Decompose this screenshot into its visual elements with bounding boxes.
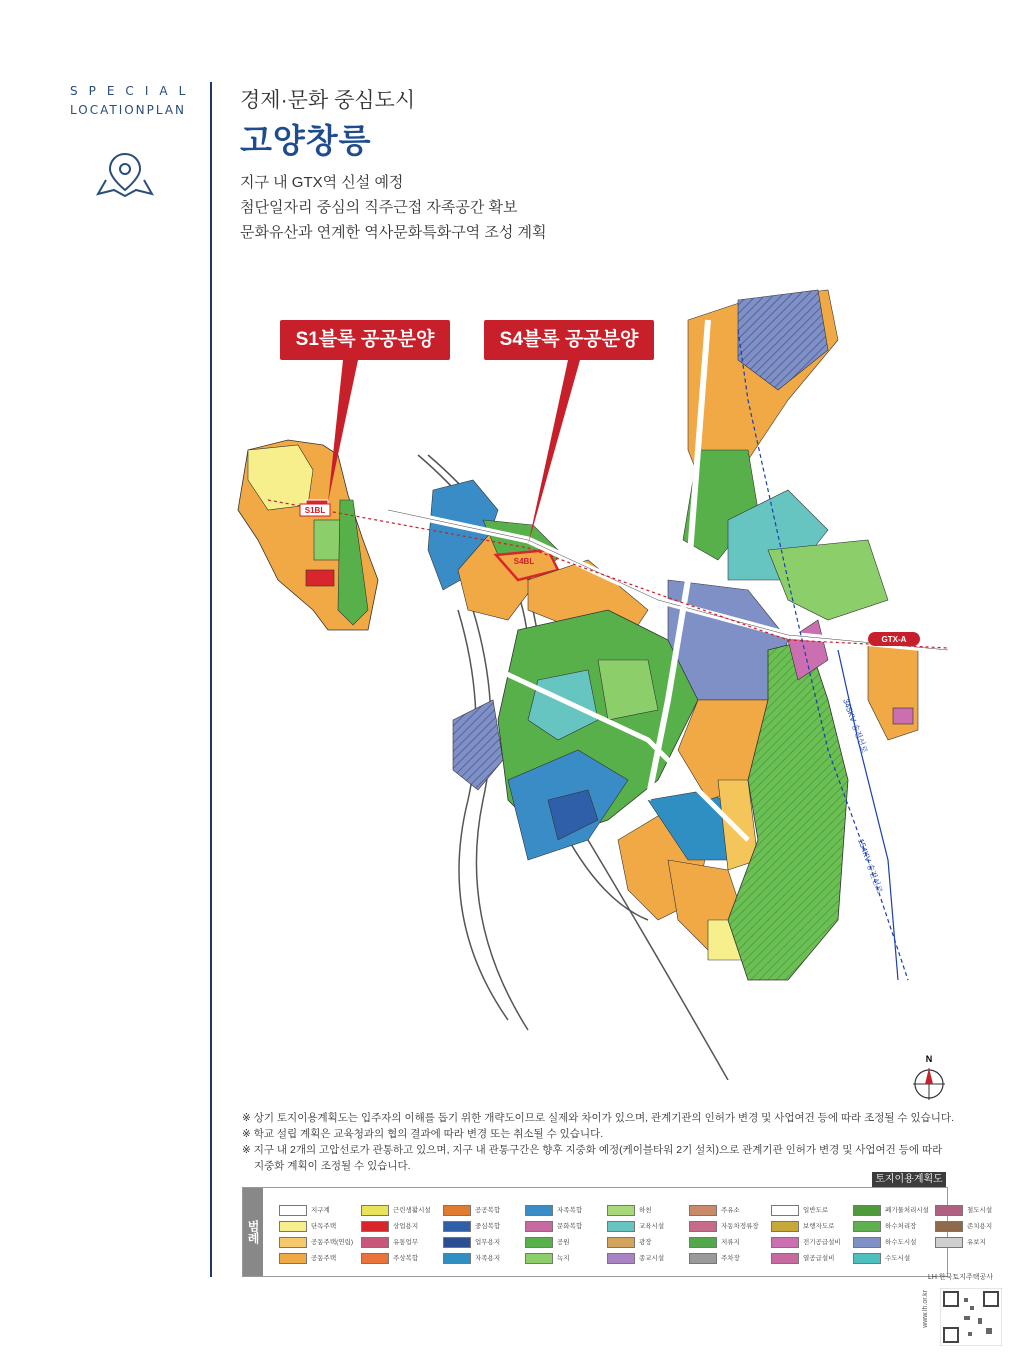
legend-swatch (771, 1205, 799, 1216)
qr-code (940, 1288, 1002, 1346)
description-line: 문화유산과 연계한 역사문화특화구역 조성 계획 (240, 224, 547, 241)
page-title: 고양창릉 (240, 122, 372, 159)
legend-label: 공공복합 (475, 1207, 501, 1214)
power-line-154-label: 154KV 송전선로 (856, 837, 885, 895)
note-line: ※ 상기 토지이용계획도는 입주자의 이해를 돕기 위한 개략도이므로 실제와 차이가 있으며, 관계기관의 인허가 변경 및 사업여건 등에 따라 조정될 수 있습니다. (242, 1112, 954, 1124)
legend-swatch (525, 1253, 553, 1264)
legend-label: 종교시설 (639, 1255, 665, 1262)
legend-swatch (525, 1221, 553, 1232)
power-line-345-label: 345KV 송전선로 (841, 697, 870, 755)
description-line: 첨단일자리 중심의 직주근접 자족공간 확보 (240, 199, 518, 216)
divider-line (210, 82, 212, 1277)
legend-swatch (607, 1237, 635, 1248)
legend-swatch (443, 1237, 471, 1248)
description (240, 170, 546, 245)
legend-label: 보행자도로 (803, 1223, 835, 1230)
legend-label: 철도시설 (967, 1207, 993, 1214)
notes (242, 1110, 962, 1174)
note-line: ※ 지구 내 2개의 고압선로가 관통하고 있으며, 지구 내 관통구간은 향후 지중화 예정(케이블타워 2기 설치)으로 관계기관 인허가 변경 및 사업여건 등에 따라 (242, 1144, 943, 1156)
legend-swatch (607, 1221, 635, 1232)
s4-callout: S4블록 공공분양 (484, 320, 654, 360)
note-line: ※ 학교 설립 계획은 교육청과의 협의 결과에 따라 변경 또는 취소될 수 있습니다. (242, 1128, 604, 1140)
legend-label: 업무용지 (475, 1239, 501, 1246)
page-subtitle: 경제·문화 중심도시 (240, 89, 416, 112)
legend-title: 범례 (243, 1188, 263, 1276)
legend-label: 주차장 (721, 1255, 740, 1262)
s1-callout: S1블록 공공분양 (280, 320, 450, 360)
section-label-line2: LOCATIONPLAN (70, 103, 187, 117)
legend-label: 녹지 (557, 1255, 570, 1262)
note-line: 지중화 계획이 조정될 수 있습니다. (254, 1160, 411, 1172)
legend-swatch (279, 1253, 307, 1264)
legend-swatch (443, 1205, 471, 1216)
legend-label: 수도시설 (885, 1255, 911, 1262)
legend-swatch (607, 1205, 635, 1216)
land-use-map (228, 280, 958, 1080)
compass-icon (912, 1052, 946, 1102)
legend-swatch (607, 1253, 635, 1264)
map-pin-icon (96, 150, 154, 198)
legend-swatch (771, 1221, 799, 1232)
lh-logo: LH 한국토지주택공사 (928, 1274, 993, 1281)
legend-label: 자족용지 (475, 1255, 501, 1262)
legend-label: 공동주택 (311, 1255, 337, 1262)
s4-block-label: S4BL (513, 557, 535, 566)
legend-label: 존치용지 (967, 1223, 993, 1230)
legend-swatch (935, 1205, 963, 1216)
legend-swatch (771, 1237, 799, 1248)
lh-url: www.lh.or.kr (922, 1290, 929, 1328)
legend-swatch (689, 1253, 717, 1264)
legend-swatch (443, 1221, 471, 1232)
legend-label: 광장 (639, 1239, 652, 1246)
legend-label: 하천 (639, 1207, 652, 1214)
legend-swatch (689, 1237, 717, 1248)
legend-swatch (361, 1221, 389, 1232)
legend-label: 폐기물처리시설 (885, 1207, 929, 1214)
section-label-line1: SPECIAL (70, 84, 197, 98)
legend-label: 교육시설 (639, 1223, 665, 1230)
legend-label: 일반도로 (803, 1207, 829, 1214)
legend (242, 1187, 993, 1277)
legend-swatch (361, 1237, 389, 1248)
compass-north-label: N (925, 1054, 933, 1064)
gtx-label: GTX-A (881, 635, 907, 644)
legend-label: 근린생활시설 (393, 1207, 431, 1214)
legend-label: 상업용지 (393, 1223, 419, 1230)
legend-label: 유통업무 (393, 1239, 419, 1246)
legend-swatch (279, 1205, 307, 1216)
legend-label: 중심복합 (475, 1223, 501, 1230)
description-line: 지구 내 GTX역 신설 예정 (240, 174, 404, 191)
legend-label: 주상복합 (393, 1255, 419, 1262)
land-use-map-svg (228, 280, 958, 1080)
legend-label: 하수처리장 (885, 1223, 917, 1230)
legend-label: 자동차정류장 (721, 1223, 759, 1230)
legend-swatch (361, 1253, 389, 1264)
legend-swatch (935, 1237, 963, 1248)
legend-label: 공동주택(연립) (311, 1239, 354, 1246)
legend-label: 하수도시설 (885, 1239, 917, 1246)
legend-label: 자족복합 (557, 1207, 583, 1214)
legend-label: 문화복합 (557, 1223, 583, 1230)
legend-swatch (853, 1205, 881, 1216)
legend-swatch (853, 1221, 881, 1232)
legend-swatch (525, 1237, 553, 1248)
legend-swatch (853, 1253, 881, 1264)
legend-label: 단독주택 (311, 1223, 337, 1230)
legend-label: 저류지 (721, 1239, 740, 1246)
legend-label: 공원 (557, 1239, 570, 1246)
legend-swatch (279, 1237, 307, 1248)
legend-label: 지구계 (311, 1207, 330, 1214)
map-type-tag: 토지이용계획도 (872, 1172, 946, 1188)
legend-label: 열공급설비 (803, 1255, 835, 1262)
legend-swatch (279, 1221, 307, 1232)
legend-swatch (689, 1205, 717, 1216)
legend-swatch (935, 1221, 963, 1232)
legend-swatch (525, 1205, 553, 1216)
legend-swatch (771, 1253, 799, 1264)
legend-label: 전기공급설비 (803, 1239, 841, 1246)
legend-swatch (853, 1237, 881, 1248)
legend-swatch (689, 1221, 717, 1232)
legend-label: 유보지 (967, 1239, 986, 1246)
legend-swatch (443, 1253, 471, 1264)
legend-swatch (361, 1205, 389, 1216)
s1-block-label: S1BL (304, 506, 326, 515)
legend-label: 주유소 (721, 1207, 740, 1214)
section-label (70, 82, 196, 120)
